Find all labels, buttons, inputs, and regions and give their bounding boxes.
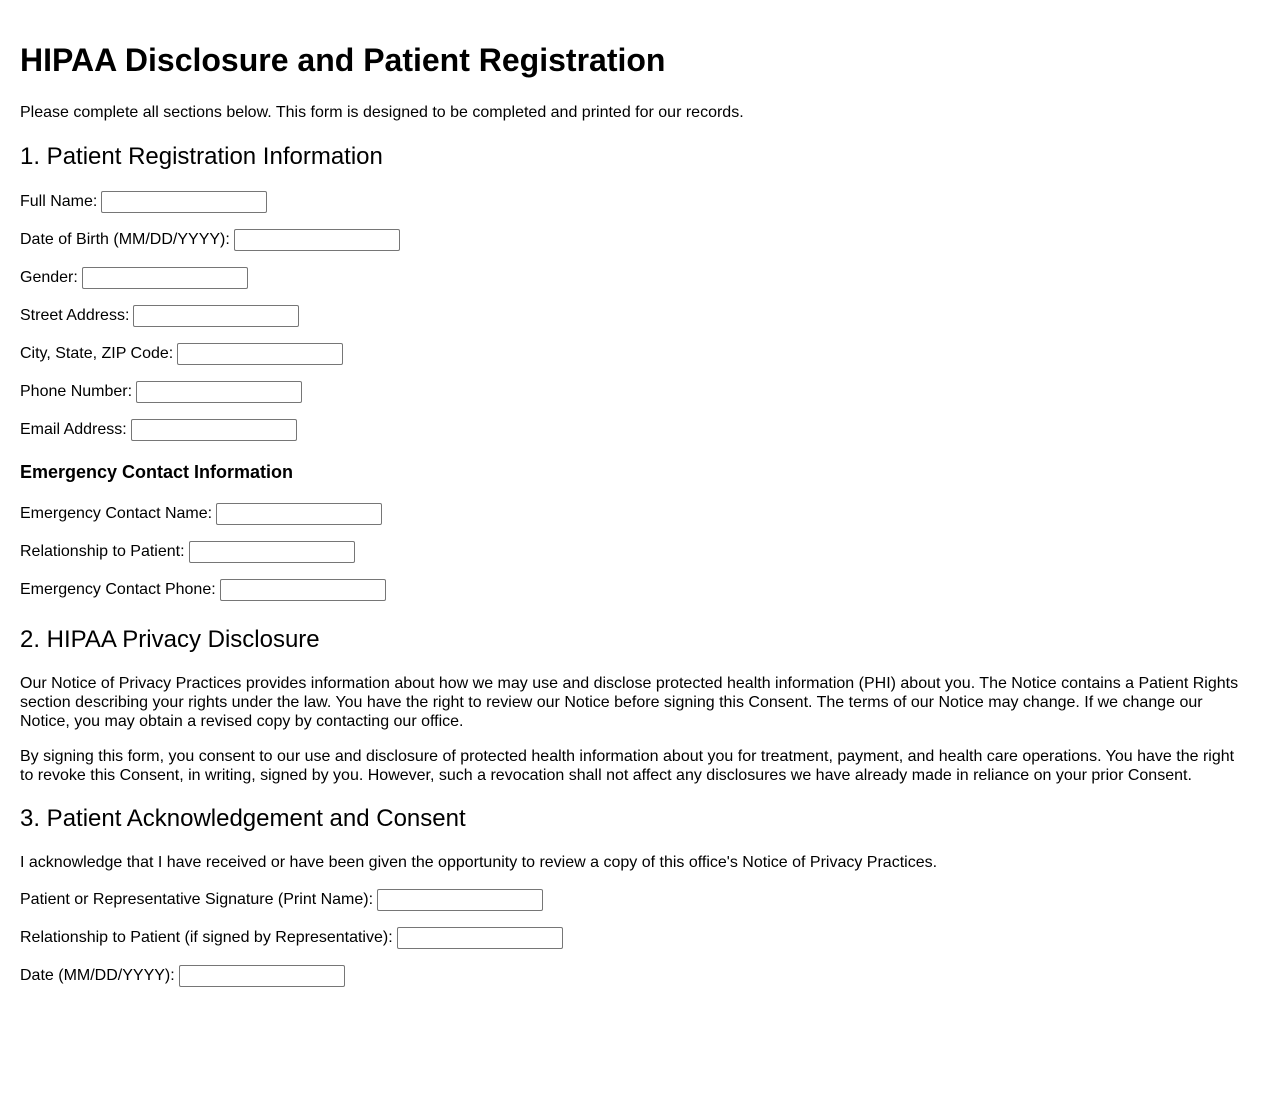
full-name-row (20, 183, 1242, 221)
intro-text: Please complete all sections below. This form is designed to be completed and printed for our records. (20, 104, 744, 121)
email-address-row (20, 411, 1242, 449)
section-title-emergency-contact: Emergency Contact Information (20, 462, 294, 482)
date-of-birth-input[interactable] (234, 229, 400, 251)
street-address-input[interactable] (133, 305, 299, 327)
signature-row (20, 881, 1242, 919)
signature-date-input[interactable] (179, 965, 345, 987)
full-name-input[interactable] (101, 191, 267, 213)
city-state-zip-label: City, State, ZIP Code: (20, 345, 174, 362)
city-state-zip-row (20, 335, 1242, 373)
emergency-relationship-row (20, 533, 1242, 571)
phone-number-row (20, 373, 1242, 411)
date-of-birth-row (20, 221, 1242, 259)
emergency-contact-name-input[interactable] (216, 503, 382, 525)
street-address-row (20, 297, 1242, 335)
emergency-relationship-input[interactable] (189, 541, 355, 563)
gender-input[interactable] (82, 267, 248, 289)
consent-paragraph: By signing this form, you consent to our use and disclosure of protected health information about you for treatment, payment, and health care operations. You have the right to revoke this Consent, in writing, signed by you. However, such a revocation shall not affect any disclosures we have already made in reliance on your prior Consent. (20, 748, 1235, 784)
city-state-zip-input[interactable] (177, 343, 343, 365)
street-address-label: Street Address: (20, 307, 130, 324)
phone-number-label: Phone Number: (20, 383, 133, 400)
emergency-contact-name-row (20, 495, 1242, 533)
section-title-acknowledgement: 3. Patient Acknowledgement and Consent (20, 805, 466, 832)
section-title-registration: 1. Patient Registration Information (20, 143, 383, 170)
representative-relationship-label: Relationship to Patient (if signed by Representative): (20, 929, 393, 946)
representative-relationship-row (20, 919, 1242, 957)
signature-fields (20, 881, 1242, 995)
signature-date-label: Date (MM/DD/YYYY): (20, 967, 175, 984)
email-address-label: Email Address: (20, 421, 127, 438)
date-of-birth-label: Date of Birth (MM/DD/YYYY): (20, 231, 230, 248)
emergency-contact-phone-input[interactable] (220, 579, 386, 601)
representative-relationship-input[interactable] (397, 927, 563, 949)
emergency-relationship-label: Relationship to Patient: (20, 543, 185, 560)
acknowledgement-text: I acknowledge that I have received or have been given the opportunity to review a copy of this office's Notice of Privacy Practices. (20, 854, 938, 871)
registration-fields (20, 183, 1242, 449)
email-address-input[interactable] (131, 419, 297, 441)
section-title-privacy-disclosure: 2. HIPAA Privacy Disclosure (20, 626, 320, 653)
signature-input[interactable] (377, 889, 543, 911)
privacy-notice-paragraph: Our Notice of Privacy Practices provides information about how we may use and disclose protected health information (PHI) about you. The Notice contains a Patient Rights section describing your rights under the law. You have the right to review our Notice before signing this Consent. The terms of our Notice may change. If we change our Notice, you may obtain a revised copy by contacting our office. (20, 675, 1239, 730)
emergency-contact-name-label: Emergency Contact Name: (20, 505, 213, 522)
emergency-contact-phone-label: Emergency Contact Phone: (20, 581, 216, 598)
full-name-label: Full Name: (20, 193, 98, 210)
emergency-contact-phone-row (20, 571, 1242, 609)
gender-row (20, 259, 1242, 297)
emergency-contact-fields (20, 495, 1242, 609)
signature-date-row (20, 957, 1242, 995)
signature-label: Patient or Representative Signature (Print Name): (20, 891, 374, 908)
page-title: HIPAA Disclosure and Patient Registration (20, 42, 666, 78)
phone-number-input[interactable] (136, 381, 302, 403)
gender-label: Gender: (20, 269, 78, 286)
